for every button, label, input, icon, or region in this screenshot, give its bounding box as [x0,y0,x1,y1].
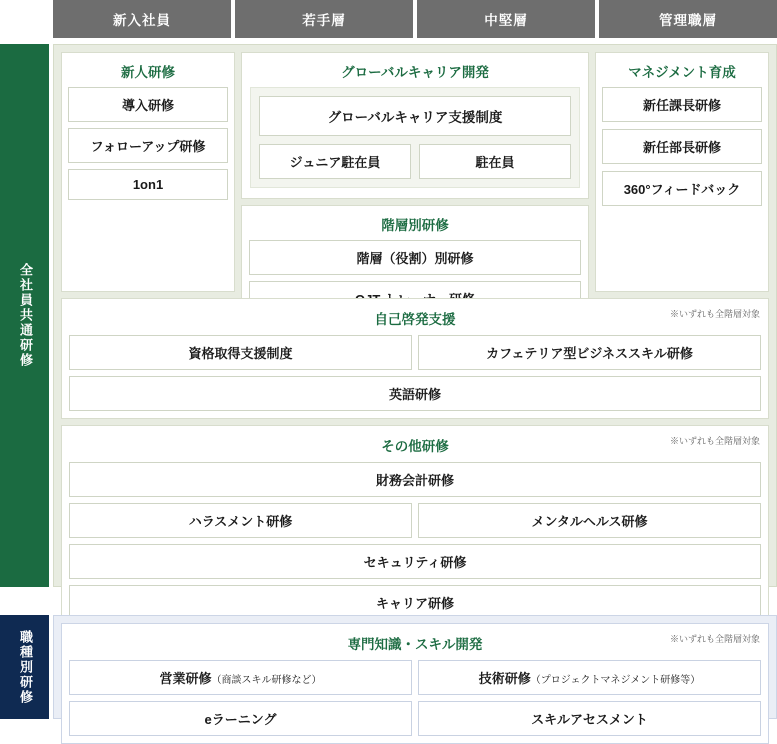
group-management-title: マネジメント育成 [628,65,736,80]
group-new-hire-title: 新人研修 [121,65,175,80]
item-technical-training-main: 技術研修 [478,671,531,686]
group-self-development-support [61,298,769,419]
item-english-training: 英語研修 [69,376,761,411]
common-training-top-row [61,52,769,292]
group-new-hire-items [62,87,234,200]
other-training-row-2 [69,503,761,538]
job-specific-row-1 [69,660,761,695]
note-all-levels-self-development: ※いずれも全階層対象 [669,309,760,319]
note-all-levels-other: ※いずれも全階層対象 [669,436,760,446]
item-new-section-manager-training: 新任課長研修 [602,87,762,122]
column-header-management: 管理職層 [599,0,777,38]
global-career-support-wrapper [250,87,580,188]
item-introductory-training: 導入研修 [68,87,228,122]
item-skill-assessment: スキルアセスメント [418,701,761,736]
item-elearning: eラーニング [69,701,412,736]
common-training-panel [53,44,777,611]
column-header-new-employee: 新入社員 [53,0,231,38]
self-development-row-1 [69,335,761,370]
group-self-development-title: 自己啓発支援 [374,312,456,327]
job-specific-training-panel [53,615,777,727]
item-followup-training: フォローアップ研修 [68,128,228,163]
side-label-common-training-text: 全社員共通研修 [17,263,33,368]
item-sales-training [69,660,412,695]
group-specialized-skill-development [61,623,769,744]
item-career-training: キャリア研修 [69,585,761,620]
item-sales-training-sub: （商談スキル研修など） [211,675,322,686]
side-label-job-training [0,615,49,719]
global-career-assignment-items [259,144,571,179]
item-qualification-support: 資格取得支援制度 [69,335,412,370]
item-expatriate: 駐在員 [419,144,571,179]
item-security-training: セキュリティ研修 [69,544,761,579]
item-one-on-one: 1on1 [68,169,228,200]
item-new-department-manager-training: 新任部長研修 [602,129,762,164]
group-global-career-title: グローバルキャリア開発 [341,65,489,80]
item-technical-training [418,660,761,695]
group-global-career-development [241,52,589,199]
group-tiered-title: 階層別研修 [381,218,449,233]
item-financial-accounting-training: 財務会計研修 [69,462,761,497]
group-management-development [595,52,769,292]
middle-column [241,52,589,292]
column-header-midcareer: 中堅層 [417,0,595,38]
item-harassment-training: ハラスメント研修 [69,503,412,538]
self-development-row-2 [69,376,761,411]
item-technical-training-sub: （プロジェクトマネジメント研修等） [530,675,701,686]
group-other-training [61,425,769,628]
column-header-row [53,0,777,38]
note-all-levels-job: ※いずれも全階層対象 [669,634,760,644]
group-other-training-title: その他研修 [381,439,449,454]
group-specialized-skill-title: 専門知識・スキル開発 [347,637,483,652]
item-sales-training-main: 営業研修 [159,671,212,686]
column-header-young: 若手層 [235,0,413,38]
side-label-common-training [0,44,49,587]
item-junior-expatriate: ジュニア駐在員 [259,144,411,179]
item-360-feedback: 360°フィードバック [602,171,762,206]
other-training-row-3 [69,544,761,579]
group-new-hire-training [61,52,235,292]
item-cafeteria-business-skill-training: カフェテリア型ビジネススキル研修 [418,335,761,370]
side-label-job-training-text: 職種別研修 [17,629,33,705]
item-global-career-support-program: グローバルキャリア支援制度 [259,96,571,136]
group-management-items [596,87,768,206]
other-training-row-1 [69,462,761,497]
item-tier-role-training: 階層（役割）別研修 [249,240,581,275]
item-mental-health-training: メンタルヘルス研修 [418,503,761,538]
